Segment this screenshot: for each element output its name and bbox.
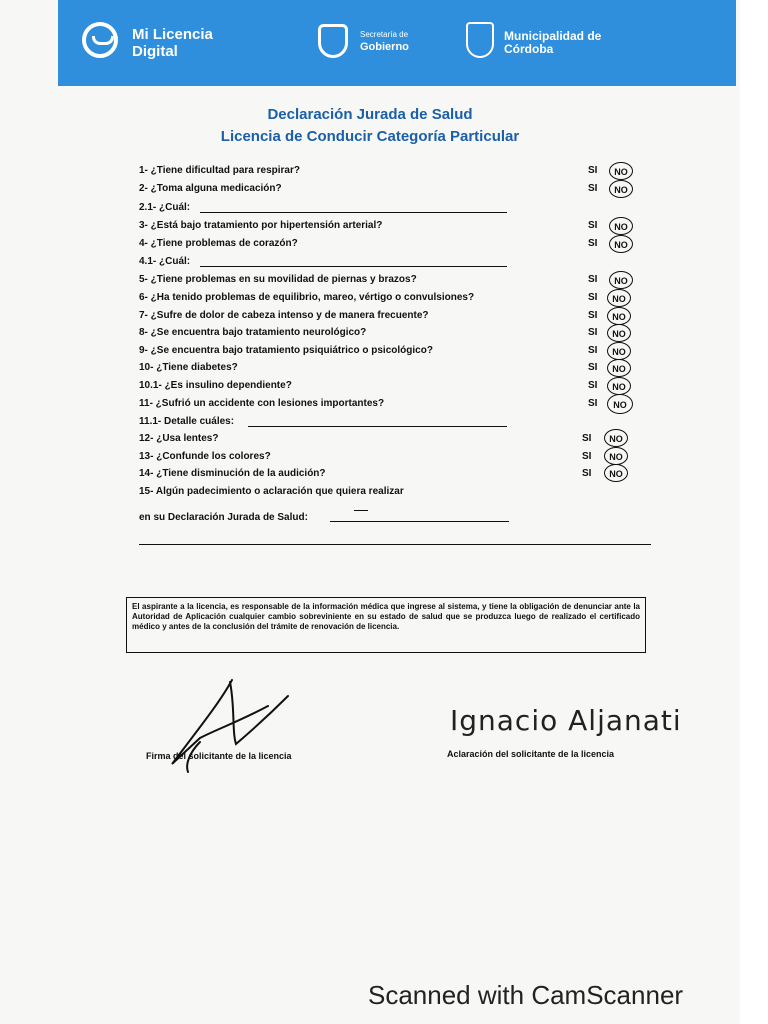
- answer-no: NO: [609, 217, 633, 235]
- question: en su Declaración Jurada de Salud:: [139, 512, 308, 523]
- si-label: SI: [588, 183, 598, 194]
- camscanner-watermark: Scanned with CamScanner: [368, 980, 684, 1010]
- question: 1- ¿Tiene dificultad para respirar?: [139, 165, 300, 176]
- si-label: SI: [588, 327, 598, 338]
- answer-no: NO: [607, 324, 631, 342]
- si-label: SI: [588, 345, 598, 356]
- answer-line: [200, 266, 507, 267]
- responsibility-notice: El aspirante a la licencia, es responsable de la información médica que ingrese al sistema, y tiene la obligación de denunciar ante la Autoridad de Aplicación cualquier cambio sobreviniente en su estado de salud que se produzca luego de realizado el certificado médico y antes de la conclusión del trámite de renovación de licencia.: [126, 597, 646, 653]
- question: 4- ¿Tiene problemas de corazón?: [139, 238, 298, 249]
- question: 7- ¿Sufre de dolor de cabeza intenso y de manera frecuente?: [139, 310, 429, 321]
- answer-no: NO: [609, 235, 633, 253]
- answer-no: NO: [604, 447, 628, 465]
- si-label: SI: [588, 220, 598, 231]
- si-label: SI: [588, 274, 598, 285]
- answer-no: NO: [609, 271, 633, 289]
- secretaria-name: Gobierno: [360, 41, 409, 53]
- answer-no: NO: [607, 359, 631, 377]
- si-label: SI: [588, 238, 598, 249]
- answer-no: NO: [607, 289, 631, 307]
- answer-no: NO: [607, 342, 631, 360]
- app-name: Mi Licencia Digital: [132, 26, 213, 60]
- question: 11- ¿Sufrió un accidente con lesiones importantes?: [139, 398, 385, 409]
- answer-no: NO: [607, 377, 631, 395]
- answer-no: NO: [604, 464, 628, 482]
- question: 10.1- ¿Es insulino dependiente?: [139, 380, 292, 391]
- answer-line: [139, 544, 651, 545]
- question: 6- ¿Ha tenido problemas de equilibrio, mareo, vértigo o convulsiones?: [139, 292, 475, 303]
- question: 8- ¿Se encuentra bajo tratamiento neurológico?: [139, 327, 367, 338]
- answer-line: [200, 212, 507, 213]
- answer-no: NO: [607, 307, 631, 325]
- si-label: SI: [588, 398, 598, 409]
- city-crest-icon: [466, 22, 494, 58]
- question: 4.1- ¿Cuál:: [139, 256, 191, 267]
- question: 9- ¿Se encuentra bajo tratamiento psiquiátrico o psicológico?: [139, 345, 433, 356]
- answer-no: NO: [604, 429, 628, 447]
- answer-no: NO: [609, 180, 633, 198]
- question: 2- ¿Toma alguna medicación?: [139, 183, 282, 194]
- si-label: SI: [582, 433, 592, 444]
- question: 11.1- Detalle cuáles:: [139, 416, 235, 427]
- si-label: SI: [588, 362, 598, 373]
- clarification-label: Aclaración del solicitante de la licencia: [447, 749, 615, 759]
- question: 5- ¿Tiene problemas en su movilidad de piernas y brazos?: [139, 274, 417, 285]
- question: 2.1- ¿Cuál:: [139, 202, 191, 213]
- secretaria-label: Secretaría de: [360, 30, 409, 39]
- question: 15- Algún padecimiento o aclaración que quiera realizar: [139, 486, 404, 497]
- si-label: SI: [582, 468, 592, 479]
- question: 14- ¿Tiene disminución de la audición?: [139, 468, 326, 479]
- shield-icon: [318, 24, 348, 58]
- municipality-name: Municipalidad de Córdoba: [504, 29, 602, 56]
- si-label: SI: [588, 165, 598, 176]
- si-label: SI: [588, 310, 598, 321]
- question: 10- ¿Tiene diabetes?: [139, 362, 238, 373]
- document-subtitle: Licencia de Conducir Categoría Particular: [220, 128, 520, 145]
- steering-wheel-icon: [82, 22, 118, 58]
- si-label: SI: [588, 380, 598, 391]
- answer-no: NO: [607, 394, 633, 414]
- handwritten-name: Ignacio Aljanati: [450, 704, 682, 737]
- handwritten-dash: [354, 510, 368, 511]
- question: 3- ¿Está bajo tratamiento por hipertensión arterial?: [139, 220, 383, 231]
- signature-label: Firma del solicitante de la licencia: [146, 751, 292, 761]
- si-label: SI: [588, 292, 598, 303]
- answer-line: [248, 426, 507, 427]
- question: 12- ¿Usa lentes?: [139, 433, 219, 444]
- document-title: Declaración Jurada de Salud: [267, 106, 473, 123]
- si-label: SI: [582, 451, 592, 462]
- answer-line: [330, 521, 509, 522]
- handwritten-signature: [160, 672, 300, 782]
- page-margin: [740, 0, 768, 1024]
- question: 13- ¿Confunde los colores?: [139, 451, 271, 462]
- answer-no: NO: [609, 162, 633, 180]
